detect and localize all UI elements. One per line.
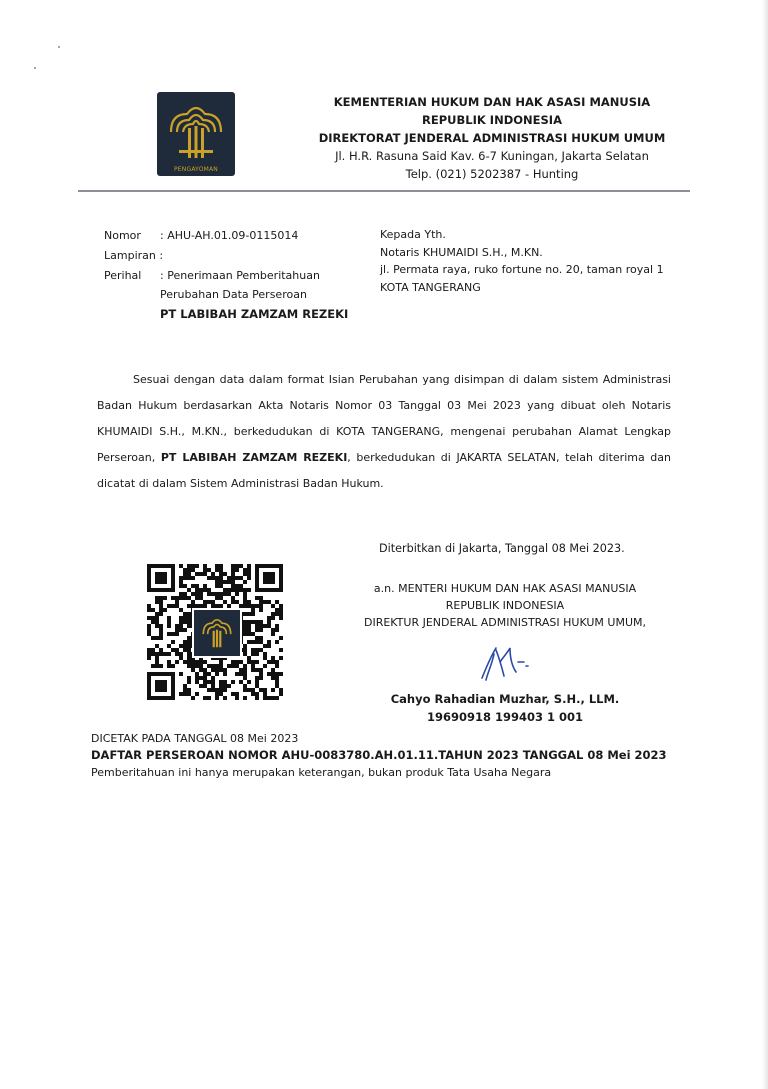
- body-text-part1: Sesuai dengan data dalam format Isian Perubahan yang disimpan di dalam sistem Administrasi Badan Hukum berdasarkan Akta Notaris Nomor 03 Tanggal 03 Mei 2023 yang dibuat oleh Notaris KHUMAIDI S.H., M.KN., berkedudukan di KOTA TANGERANG, mengenai perubahan Alamat Lengkap Perseroan,: [97, 373, 671, 464]
- body-text-part2: , berkedudukan di JAKARTA SELATAN, telah diterima dan dicatat di dalam Sistem Administrasi Badan Hukum.: [97, 451, 672, 490]
- pengayoman-emblem-icon: [157, 92, 235, 176]
- perihal-line2: Perubahan Data Perseroan: [160, 288, 307, 301]
- lampiran-label: Lampiran :: [104, 249, 164, 262]
- signer-nip: 19690918 199403 1 001: [426, 710, 584, 724]
- recipient-street: jl. Permata raya, ruko fortune no. 20, taman royal 1: [380, 263, 664, 276]
- pengayoman-emblem-icon: [194, 610, 240, 656]
- qr-finder-pattern: [263, 572, 275, 584]
- qr-finder-pattern: [155, 680, 167, 692]
- address-line: Jl. H.R. Rasuna Said Kav. 6-7 Kuningan, Jakarta Selatan: [335, 149, 649, 163]
- registry-number: DAFTAR PERSEROAN NOMOR AHU-0083780.AH.01.11.TAHUN 2023 TANGGAL 08 Mei 2023: [91, 748, 667, 762]
- recipient-name: Notaris KHUMAIDI S.H., M.KN.: [380, 245, 543, 259]
- scan-speck: [58, 46, 60, 48]
- printed-date: DICETAK PADA TANGGAL 08 Mei 2023: [91, 732, 299, 745]
- perihal-label: Perihal: [104, 269, 142, 282]
- signatory-on-behalf: a.n. MENTERI HUKUM DAN HAK ASASI MANUSIA: [373, 582, 637, 595]
- header-divider: [78, 190, 690, 192]
- phone-line: Telp. (021) 5202387 - Hunting: [405, 167, 579, 181]
- ministry-name: KEMENTERIAN HUKUM DAN HAK ASASI MANUSIA: [333, 95, 651, 109]
- signature-block: [340, 580, 670, 631]
- logo-caption: PENGAYOMAN: [173, 166, 218, 173]
- disclaimer-note: Pemberitahuan ini hanya merupakan keterangan, bukan produk Tata Usaha Negara: [91, 766, 552, 779]
- issued-date: Diterbitkan di Jakarta, Tanggal 08 Mei 2023.: [379, 542, 625, 555]
- qr-finder-pattern: [155, 572, 167, 584]
- page-edge: [762, 0, 768, 1089]
- recipient-city: KOTA TANGERANG: [380, 280, 481, 294]
- scan-speck: [34, 67, 36, 69]
- letterhead: [300, 93, 684, 183]
- document-footer: [91, 730, 667, 781]
- recipient-salutation: Kepada Yth.: [380, 228, 446, 241]
- signer: [340, 690, 670, 726]
- letter-body: [97, 367, 671, 497]
- nomor-value: : AHU-AH.01.09-0115014: [160, 229, 299, 242]
- ministry-logo: [157, 92, 235, 176]
- directorate-name: DIREKTORAT JENDERAL ADMINISTRASI HUKUM UMUM: [318, 131, 666, 145]
- body-company-name: PT LABIBAH ZAMZAM REZEKI: [160, 451, 348, 464]
- country-name: REPUBLIK INDONESIA: [422, 113, 562, 127]
- signer-name: Cahyo Rahadian Muzhar, S.H., LLM.: [390, 692, 620, 706]
- signatory-country: REPUBLIK INDONESIA: [445, 599, 565, 612]
- recipient-block: [380, 226, 664, 296]
- perihal-value: : Penerimaan Pemberitahuan: [160, 269, 320, 282]
- letter-meta: [104, 226, 348, 325]
- signatory-title: DIREKTUR JENDERAL ADMINISTRASI HUKUM UMUM,: [364, 616, 646, 629]
- perihal-company: PT LABIBAH ZAMZAM REZEKI: [160, 307, 349, 321]
- qr-center-logo: [192, 608, 242, 658]
- nomor-label: Nomor: [104, 229, 141, 242]
- handwritten-signature: [474, 640, 534, 684]
- qr-code: [147, 564, 283, 700]
- body-paragraph: [97, 367, 671, 497]
